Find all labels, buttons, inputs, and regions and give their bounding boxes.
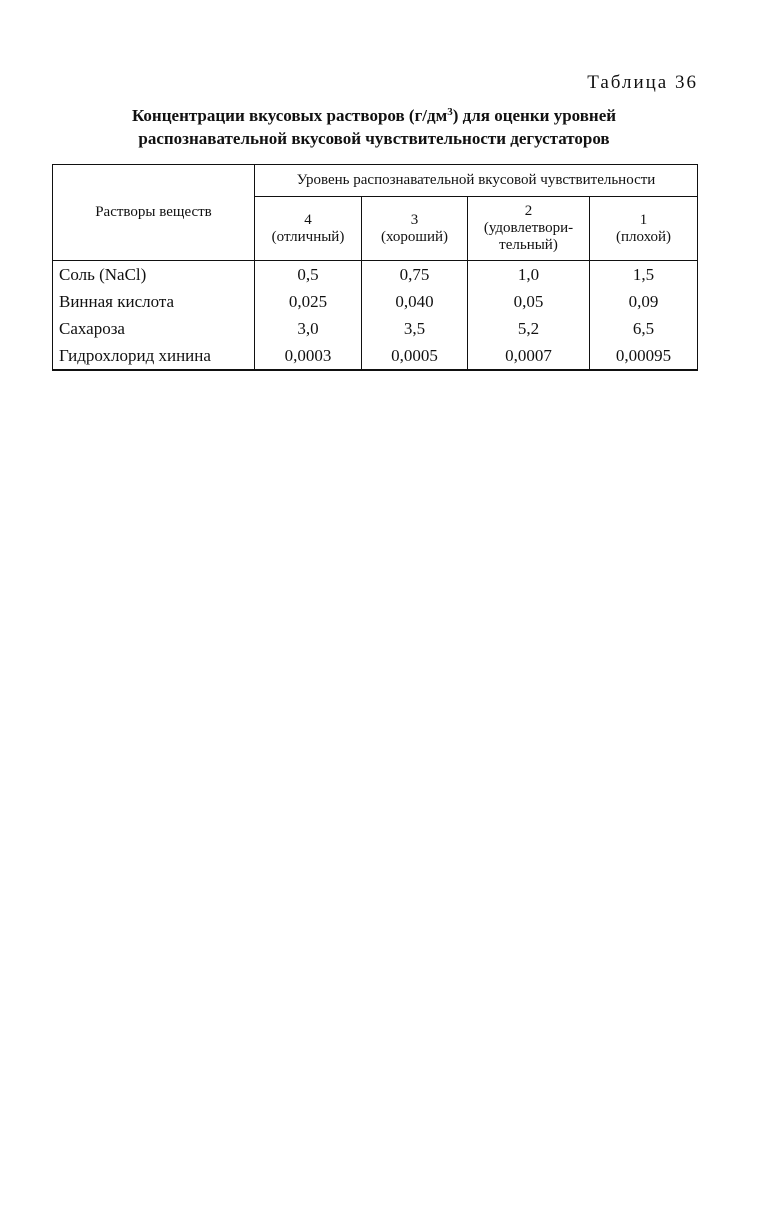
concentration-cell: 0,040 [362, 288, 468, 315]
concentration-cell: 0,0003 [255, 342, 362, 370]
concentration-cell: 0,00095 [590, 342, 698, 370]
table-row [53, 315, 698, 342]
caption-line-1 [52, 104, 696, 127]
level-description: (плохой) [615, 228, 672, 245]
table-number-label: Таблица 36 [587, 72, 698, 93]
sensitivity-level-group-header: Уровень распознавательной вкусовой чувствительности [255, 165, 698, 197]
table-row [53, 288, 698, 315]
concentration-cell: 0,0005 [362, 342, 468, 370]
level-header-2 [468, 197, 590, 261]
solution-name: Сахароза [53, 315, 255, 342]
concentration-cell: 1,5 [590, 261, 698, 289]
caption-line-1-end: ) для оценки уровней [452, 106, 617, 125]
table-row [53, 342, 698, 370]
concentration-table [52, 164, 698, 371]
concentration-cell: 1,0 [468, 261, 590, 289]
level-description: (отличный) [271, 228, 345, 245]
level-description: (удовлетвори-тельный) [483, 220, 574, 253]
concentration-cell: 0,09 [590, 288, 698, 315]
table-row [53, 261, 698, 289]
concentration-cell: 0,0007 [468, 342, 590, 370]
solution-name: Винная кислота [53, 288, 255, 315]
caption-unit-exponent: 3 [447, 106, 453, 118]
level-number: 2 [524, 203, 533, 219]
concentration-cell: 6,5 [590, 315, 698, 342]
solution-name: Гидрохлорид хинина [53, 342, 255, 370]
level-header-1 [590, 197, 698, 261]
concentration-cell: 3,0 [255, 315, 362, 342]
solutions-column-header: Растворы веществ [53, 165, 255, 261]
concentration-cell: 0,05 [468, 288, 590, 315]
level-number: 3 [410, 211, 419, 228]
concentration-cell: 5,2 [468, 315, 590, 342]
level-description: (хороший) [380, 228, 449, 245]
level-header-4 [255, 197, 362, 261]
concentration-cell: 0,5 [255, 261, 362, 289]
concentration-cell: 3,5 [362, 315, 468, 342]
concentration-cell: 0,025 [255, 288, 362, 315]
caption-line-2: распознавательной вкусовой чувствительности дегустаторов [138, 129, 610, 148]
concentration-cell: 0,75 [362, 261, 468, 289]
caption-line-1-start: Концентрации вкусовых растворов (г/дм [131, 106, 448, 125]
level-number: 1 [639, 211, 648, 228]
solution-name: Соль (NaCl) [53, 261, 255, 289]
level-number: 4 [304, 211, 312, 228]
level-header-3 [362, 197, 468, 261]
table-caption [52, 104, 696, 150]
